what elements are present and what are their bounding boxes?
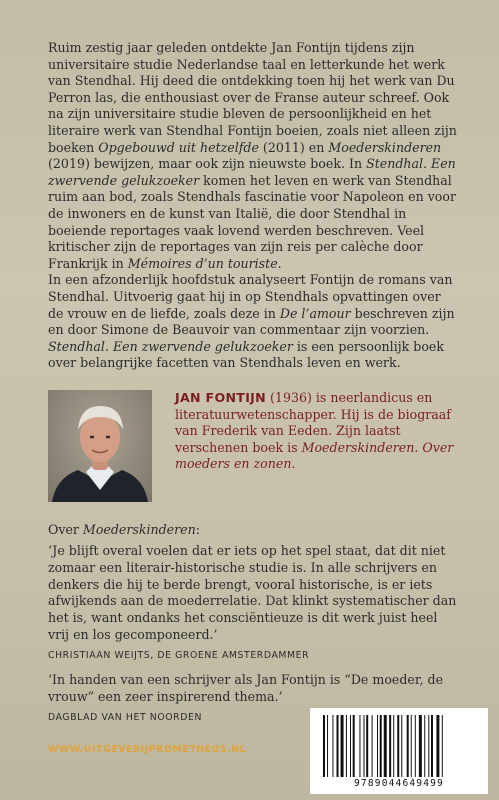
author-portrait xyxy=(48,390,152,502)
barcode-bar xyxy=(380,715,382,777)
barcode-bar xyxy=(419,715,422,777)
barcode-bar xyxy=(431,715,433,777)
barcode-bar xyxy=(353,715,355,777)
book-title: Moederskinderen xyxy=(328,139,442,155)
barcode-bar xyxy=(337,715,339,777)
author-section xyxy=(48,390,460,500)
blurb-paragraph-1 xyxy=(48,40,460,272)
barcode-bar xyxy=(359,715,360,777)
book-title: Stendhal. Een zwervende gelukzoeker xyxy=(48,156,456,188)
barcode-bar xyxy=(397,715,399,777)
bio-text: (1936) is neerlandicus en literatuurwetenschapper. Hij is de biograaf van Frederik van Eeden. Zijn laatst verschenen boek is xyxy=(175,390,451,455)
barcode-bar xyxy=(346,715,347,777)
book-title: Opgebouwd uit hetzelfde xyxy=(98,139,259,155)
barcode-bar xyxy=(384,715,387,777)
barcode-bar xyxy=(424,715,425,777)
heading-text: Over xyxy=(48,522,83,537)
heading-text: : xyxy=(195,522,200,537)
blurb-text: is een persoonlijk boek over belangrijke facetten van Stendhals leven en werk. xyxy=(48,338,444,371)
review-quote xyxy=(48,543,462,665)
author-name: JAN FONTIJN xyxy=(175,390,267,405)
author-bio xyxy=(175,390,465,473)
barcode-bar xyxy=(401,715,402,777)
bio-text: . xyxy=(291,456,296,472)
blurb-text: (2011) en xyxy=(258,139,329,155)
blurb-text: (2019) bewijzen, maar ook zijn nieuwste boek. In xyxy=(48,156,367,172)
blurb-text: Ruim zestig jaar geleden ontdekte Jan Fontijn tijdens zijn universitaire studie Nederlandse taal en letterkunde het werk van Stendhal. Hij deed die ontdekking toen hij het werk van Du Perron las, die enthousiast over de Franse auteur schreef. Ook na zijn universitaire studie bleven de persoonlijkheid en het literaire werk van Stendhal Fontijn boeien, zoals niet alleen zijn boeken xyxy=(48,40,457,155)
blurb xyxy=(48,40,460,372)
book-title: Moederskinderen. Over moeders en zonen xyxy=(175,439,454,472)
barcode-bar xyxy=(372,715,373,777)
barcode-bar xyxy=(389,715,391,777)
barcode-bar xyxy=(332,715,333,777)
barcode-bar xyxy=(415,715,416,777)
quote-text: ‘In handen van een schrijver als Jan Fontijn is “De moeder, de vrouw” een zeer inspirerend thema.’ xyxy=(48,672,444,704)
barcode-bar xyxy=(436,715,439,777)
isbn-number: 9789044649499 xyxy=(354,778,444,789)
author-photo xyxy=(48,390,152,502)
barcode-bar xyxy=(407,715,409,777)
publisher-website[interactable]: WWW.UITGEVERIJPROMETHEUS.NL xyxy=(48,744,247,755)
barcode xyxy=(310,708,488,794)
quote-text: ‘Je blijft overal voelen dat er iets op het spel staat, dat dit niet zomaar een literair-historische studie is. In alle schrijvers en denkers die hij te berde brengt, vooral historische, is er iets afwijkends aan de moederrelatie. Dat klinkt systematischer dan het is, want ondanks het consciëntieuze is dit werk juist heel vrij en los gecomponeerd.’ xyxy=(48,543,457,642)
barcode-bar xyxy=(327,715,328,777)
barcode-bar xyxy=(364,715,365,777)
book-title: Mémoires d’un touriste xyxy=(127,255,278,271)
barcode-bar xyxy=(428,715,429,777)
barcode-bar xyxy=(393,715,394,777)
barcode-bar xyxy=(323,715,325,777)
quotes-heading xyxy=(48,522,200,537)
barcode-bar xyxy=(411,715,412,777)
book-title: Stendhal. Een zwervende gelukzoeker xyxy=(48,338,293,354)
blurb-text: . xyxy=(277,255,282,271)
quote-source: DAGBLAD VAN HET NOORDEN xyxy=(48,711,203,723)
book-title: Moederskinderen xyxy=(82,522,196,537)
blurb-text: beschreven zijn en door Simone de Beauvoir van commentaar zijn voorzien. xyxy=(48,305,455,338)
blurb-text: komen het leven en werk van Stendhal ruim aan bod, zoals Stendhals fascinatie voor Napoleon en voor de inwoners en de kunst van Italië, die door Stendhal in boeiende reportages vaak lovend werden beschreven. Veel kritischer zijn de reportages van zijn reis per calèche door Frankrijk in xyxy=(48,172,456,271)
blurb-paragraph-2 xyxy=(48,272,460,372)
barcode-bar xyxy=(366,715,368,777)
book-title: De l’amour xyxy=(279,305,351,321)
barcode-bar xyxy=(350,715,351,777)
barcode-bars xyxy=(323,715,475,777)
barcode-bar xyxy=(377,715,378,777)
barcode-bar xyxy=(341,715,344,777)
barcode-bar xyxy=(442,715,443,777)
blurb-text: In een afzonderlijk hoofdstuk analyseert Fontijn de romans van Stendhal. Uitvoerig gaat hij in op Stendhals opvattingen over de vrouw en de liefde, zoals deze in xyxy=(48,272,453,321)
quote-source: CHRISTIAAN WEIJTS, DE GROENE AMSTERDAMMER xyxy=(48,649,310,661)
